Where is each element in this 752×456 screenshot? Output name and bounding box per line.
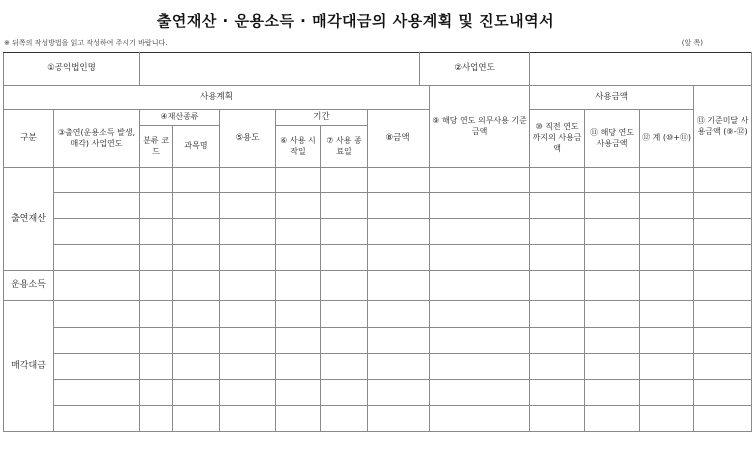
table-row [4,245,752,271]
col-current-year-usage: ⑪ 해당 연도 사용금액 [585,110,640,168]
table-row [4,354,752,380]
business-year-field[interactable] [530,53,752,86]
col-purpose: ⑤용도 [220,110,276,168]
col-period-group: 기간 [276,110,368,126]
table-row [4,301,752,328]
corp-name-label: ①공익법인명 [4,53,140,86]
table-row [4,168,752,193]
row-label-contribution: 출연재산 [4,168,54,271]
business-year-label: ②사업연도 [420,53,530,86]
usage-plan-table [3,52,752,432]
table-row [4,219,752,245]
row-label-operating-income: 운용소득 [4,271,54,301]
col-account-name: 과목명 [173,126,220,168]
table-row [4,380,752,406]
table-row [4,193,752,219]
col-class-code: 분류 코드 [140,126,173,168]
table-row [4,328,752,354]
col-shortfall-amount: ⑬ 기준미달 사용금액 (⑨-⑫) [694,86,752,168]
usage-plan-header: 사용계획 [4,86,430,110]
table-row [4,406,752,432]
form-title: 출연재산 · 운용소득 · 매각대금의 사용계획 및 진도내역서 [156,12,555,30]
usage-amount-header: 사용금액 [530,86,694,110]
col-total-usage: ⑫ 계 (⑩+⑪) [640,110,694,168]
col-business-year: ③출연(운용소득 발생, 매각) 사업연도 [54,110,140,168]
col-amount: ⑧금액 [376,110,420,168]
col-category: 구분 [4,110,54,168]
col-prior-year-usage: ⑩ 직전 연도 까지의 사용금액 [530,110,585,168]
page-side-mark: (앞 쪽) [681,39,703,47]
instruction-note: ※ 뒤쪽의 작성방법을 읽고 작성하여 주시기 바랍니다. [4,39,168,47]
table-row [4,271,752,301]
col-mandatory-base-amount: ⑨ 해당 연도 의무사용 기준금액 [430,86,530,168]
col-start-date: ⑥ 사용 시작일 [276,126,321,168]
row-label-sale-proceeds: 매각대금 [4,301,54,432]
col-asset-type-group: ④재산종류 [140,110,220,126]
col-end-date: ⑦ 사용 종료일 [321,126,368,168]
corp-name-field[interactable] [140,53,420,86]
